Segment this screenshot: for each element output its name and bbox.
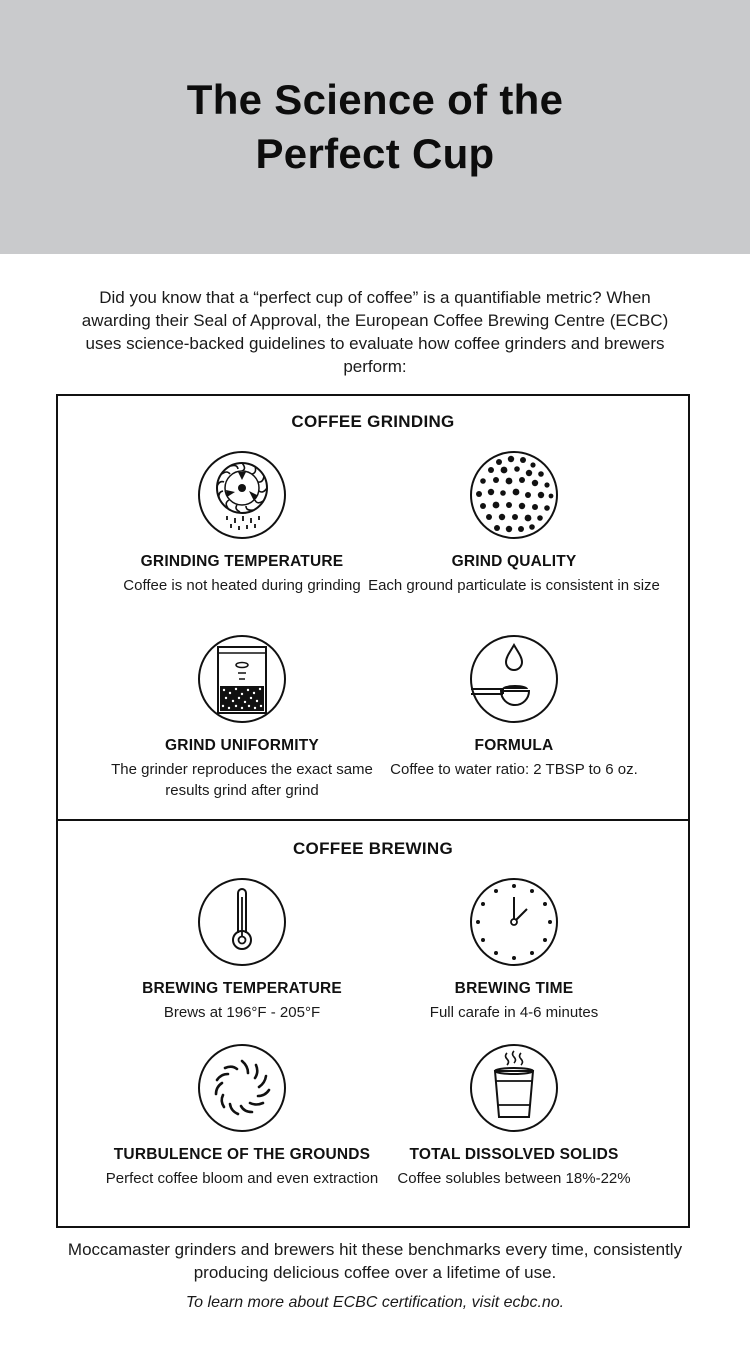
coffee-cup-icon <box>469 1043 559 1133</box>
item-description: Coffee solubles between 18%-22% <box>397 1170 631 1187</box>
item-title: BREWING TEMPERATURE <box>142 980 342 997</box>
item-description: Coffee is not heated during grinding <box>123 577 361 594</box>
item-description: The grinder reproduces the exact same results grind after grind <box>111 761 373 799</box>
learn-more-text: To learn more about ECBC certification, visit ecbc.no. <box>185 1294 565 1311</box>
item-title: TOTAL DISSOLVED SOLIDS <box>409 1146 619 1163</box>
formula-item <box>364 634 664 780</box>
total-dissolved-solids-item <box>364 1043 664 1189</box>
page-title: The Science of the Perfect Cup <box>186 76 564 177</box>
water-drop-scoop-icon <box>469 634 559 724</box>
item-description: Full carafe in 4-6 minutes <box>429 1004 599 1021</box>
item-title: TURBULENCE OF THE GROUNDS <box>113 1146 371 1163</box>
item-description: Brews at 196°F - 205°F <box>163 1004 321 1021</box>
brewing-temperature-item <box>92 877 392 1023</box>
section-title-grinding: COFFEE GRINDING <box>291 412 455 431</box>
item-description: Perfect coffee bloom and even extraction <box>105 1170 379 1187</box>
outro-paragraph: Moccamaster grinders and brewers hit these benchmarks every time, consistently producing delicious coffee over a lifetime of use. <box>67 1240 683 1282</box>
brewing-time-item <box>364 877 664 1023</box>
item-description: Each ground particulate is consistent in size <box>368 577 660 594</box>
section-title-brewing: COFFEE BREWING <box>292 839 454 858</box>
grounds-container-icon <box>197 634 287 724</box>
grinder-burr-icon <box>197 450 287 540</box>
item-description: Coffee to water ratio: 2 TBSP to 6 oz. <box>390 761 638 778</box>
grinding-temperature-item <box>92 450 392 596</box>
header-banner <box>0 0 750 254</box>
coffee-brewing-section <box>56 819 690 1228</box>
item-title: GRINDING TEMPERATURE <box>140 553 344 570</box>
coffee-particles-icon <box>469 450 559 540</box>
turbulence-item <box>92 1043 392 1189</box>
swirl-icon <box>197 1043 287 1133</box>
item-title: GRIND QUALITY <box>451 553 577 570</box>
item-title: GRIND UNIFORMITY <box>165 737 319 754</box>
item-title: FORMULA <box>474 737 554 754</box>
clock-icon <box>469 877 559 967</box>
thermometer-icon <box>197 877 287 967</box>
grind-quality-item <box>364 450 664 596</box>
intro-paragraph: Did you know that a “perfect cup of coffee” is a quantifiable metric? When awarding their Seal of Approval, the European Coffee Brewing Centre (ECBC) uses science-backed guidelines to evaluate how coffee grinders and brewers perform: <box>81 288 669 376</box>
item-title: BREWING TIME <box>454 980 574 997</box>
grind-uniformity-item <box>92 634 392 801</box>
coffee-grinding-section <box>56 394 690 821</box>
